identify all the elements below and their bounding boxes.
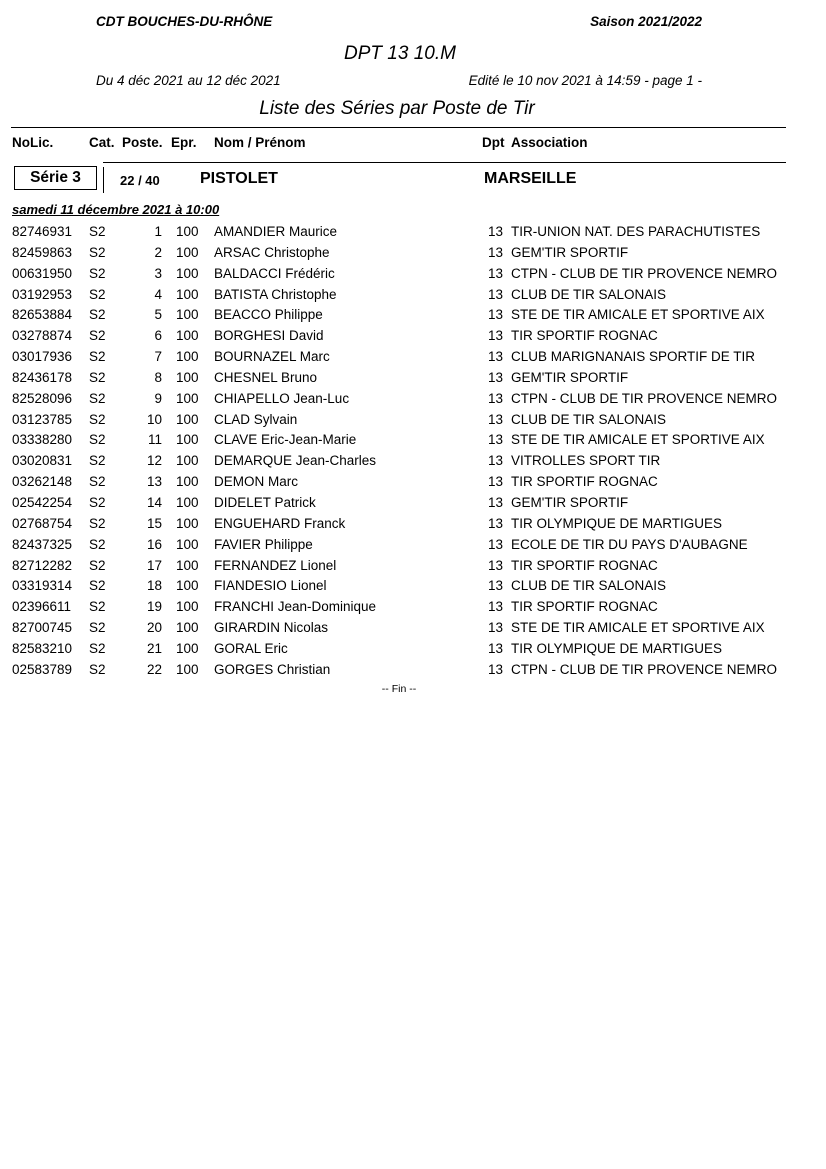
post-number: 5 bbox=[154, 307, 162, 323]
category: S2 bbox=[89, 620, 106, 636]
association-name: CTPN - CLUB DE TIR PROVENCE NEMRO bbox=[511, 661, 778, 677]
serie-separator bbox=[103, 167, 104, 193]
license-number: 00631950 bbox=[12, 265, 73, 281]
category: S2 bbox=[89, 661, 106, 677]
post-number: 21 bbox=[146, 640, 162, 656]
association-name: CLUB DE TIR SALONAIS bbox=[511, 578, 667, 594]
category: S2 bbox=[89, 411, 106, 427]
category: S2 bbox=[89, 557, 106, 573]
shooter-name: DIDELET Patrick bbox=[214, 494, 316, 510]
event-code: 100 bbox=[176, 494, 199, 510]
license-number: 03123785 bbox=[12, 411, 73, 427]
category: S2 bbox=[89, 515, 106, 531]
event-code: 100 bbox=[176, 244, 199, 260]
col-header-cat: Cat. bbox=[89, 135, 115, 150]
license-number: 03262148 bbox=[12, 474, 73, 490]
event-code: 100 bbox=[176, 640, 199, 656]
license-number: 03017936 bbox=[12, 349, 73, 365]
table-row bbox=[0, 430, 826, 451]
table-row bbox=[0, 326, 826, 347]
association-name: CTPN - CLUB DE TIR PROVENCE NEMRO bbox=[511, 265, 778, 281]
session-date: samedi 11 décembre 2021 à 10:00 bbox=[12, 202, 220, 217]
event-code: 100 bbox=[176, 599, 199, 615]
table-row bbox=[0, 472, 826, 493]
shooter-name: CLAD Sylvain bbox=[214, 411, 298, 427]
event-code: 100 bbox=[176, 224, 199, 239]
category: S2 bbox=[89, 224, 106, 239]
shooter-name: BALDACCI Frédéric bbox=[214, 265, 335, 281]
association-name: STE DE TIR AMICALE ET SPORTIVE AIX bbox=[511, 307, 765, 323]
post-number: 22 bbox=[146, 661, 162, 677]
event-code: 100 bbox=[176, 411, 199, 427]
serie-city: MARSEILLE bbox=[484, 170, 577, 187]
association-name: TIR SPORTIF ROGNAC bbox=[511, 328, 658, 344]
shooter-name: BORGHESI David bbox=[214, 328, 324, 344]
table-row bbox=[0, 243, 826, 264]
event-code: 100 bbox=[176, 390, 199, 406]
event-code: 100 bbox=[176, 474, 199, 490]
license-number: 82700745 bbox=[12, 620, 73, 636]
shooter-name: FERNANDEZ Lionel bbox=[214, 557, 337, 573]
table-row bbox=[0, 639, 826, 660]
category: S2 bbox=[89, 244, 106, 260]
shooter-name: GORAL Eric bbox=[214, 640, 288, 656]
association-name: TIR OLYMPIQUE DE MARTIGUES bbox=[511, 515, 723, 531]
table-row bbox=[0, 451, 826, 472]
association-name: ECOLE DE TIR DU PAYS D'AUBAGNE bbox=[511, 536, 748, 552]
department: 13 bbox=[488, 307, 504, 323]
shooter-name: CHIAPELLO Jean-Luc bbox=[214, 390, 350, 406]
license-number: 82459863 bbox=[12, 244, 73, 260]
association-name: TIR SPORTIF ROGNAC bbox=[511, 474, 658, 490]
table-row bbox=[0, 493, 826, 514]
header-divider bbox=[11, 127, 786, 128]
license-number: 03278874 bbox=[12, 328, 73, 344]
license-number: 82653884 bbox=[12, 307, 73, 323]
association-name: STE DE TIR AMICALE ET SPORTIVE AIX bbox=[511, 620, 765, 636]
table-row bbox=[0, 514, 826, 535]
post-number: 2 bbox=[154, 244, 162, 260]
category: S2 bbox=[89, 453, 106, 469]
event-code: 100 bbox=[176, 536, 199, 552]
document-title: DPT 13 10.M bbox=[344, 43, 456, 64]
license-number: 02542254 bbox=[12, 494, 73, 510]
shooter-list bbox=[0, 222, 826, 681]
association-name: TIR SPORTIF ROGNAC bbox=[511, 557, 658, 573]
association-name: TIR-UNION NAT. DES PARACHUTISTES bbox=[511, 224, 761, 239]
category: S2 bbox=[89, 349, 106, 365]
association-name: TIR SPORTIF ROGNAC bbox=[511, 599, 658, 615]
shooter-name: CLAVE Eric-Jean-Marie bbox=[214, 432, 357, 448]
category: S2 bbox=[89, 328, 106, 344]
serie-label: Série 3 bbox=[14, 166, 97, 190]
post-number: 14 bbox=[146, 494, 162, 510]
table-row bbox=[0, 368, 826, 389]
document-subtitle: Liste des Séries par Poste de Tir bbox=[259, 98, 535, 119]
serie-discipline: PISTOLET bbox=[200, 170, 278, 187]
department: 13 bbox=[488, 599, 504, 615]
department: 13 bbox=[488, 474, 504, 490]
post-number: 10 bbox=[146, 411, 162, 427]
license-number: 82437325 bbox=[12, 536, 73, 552]
department: 13 bbox=[488, 620, 504, 636]
category: S2 bbox=[89, 432, 106, 448]
category: S2 bbox=[89, 494, 106, 510]
end-marker: -- Fin -- bbox=[381, 683, 417, 695]
shooter-name: ENGUEHARD Franck bbox=[214, 515, 346, 531]
department: 13 bbox=[488, 494, 504, 510]
col-header-dpt: Dpt bbox=[482, 135, 505, 150]
shooter-name: FRANCHI Jean-Dominique bbox=[214, 599, 377, 615]
event-code: 100 bbox=[176, 432, 199, 448]
shooter-name: ARSAC Christophe bbox=[214, 244, 330, 260]
table-row bbox=[0, 285, 826, 306]
association-name: CLUB DE TIR SALONAIS bbox=[511, 411, 667, 427]
category: S2 bbox=[89, 307, 106, 323]
department: 13 bbox=[488, 390, 504, 406]
table-row bbox=[0, 347, 826, 368]
post-number: 1 bbox=[154, 224, 162, 239]
post-number: 13 bbox=[146, 474, 162, 490]
table-row bbox=[0, 535, 826, 556]
license-number: 82746931 bbox=[12, 224, 73, 239]
col-header-association: Association bbox=[511, 135, 588, 150]
license-number: 02768754 bbox=[12, 515, 73, 531]
date-range: Du 4 déc 2021 au 12 déc 2021 bbox=[96, 73, 281, 88]
event-code: 100 bbox=[176, 515, 199, 531]
col-header-name: Nom / Prénom bbox=[214, 135, 306, 150]
table-row bbox=[0, 222, 826, 243]
event-code: 100 bbox=[176, 265, 199, 281]
post-number: 12 bbox=[146, 453, 162, 469]
table-row bbox=[0, 410, 826, 431]
department: 13 bbox=[488, 349, 504, 365]
category: S2 bbox=[89, 640, 106, 656]
department: 13 bbox=[488, 557, 504, 573]
post-number: 17 bbox=[146, 557, 162, 573]
category: S2 bbox=[89, 390, 106, 406]
shooter-name: FIANDESIO Lionel bbox=[214, 578, 327, 594]
department: 13 bbox=[488, 265, 504, 281]
edited-info: Edité le 10 nov 2021 à 14:59 - page 1 - bbox=[468, 73, 702, 88]
association-name: GEM'TIR SPORTIF bbox=[511, 494, 629, 510]
category: S2 bbox=[89, 536, 106, 552]
department: 13 bbox=[488, 369, 504, 385]
license-number: 02396611 bbox=[12, 599, 72, 615]
event-code: 100 bbox=[176, 661, 199, 677]
post-number: 8 bbox=[154, 369, 162, 385]
category: S2 bbox=[89, 474, 106, 490]
col-header-nolic: NoLic. bbox=[12, 135, 54, 150]
association-name: GEM'TIR SPORTIF bbox=[511, 369, 629, 385]
category: S2 bbox=[89, 369, 106, 385]
department: 13 bbox=[488, 536, 504, 552]
season-label: Saison 2021/2022 bbox=[590, 14, 702, 29]
event-code: 100 bbox=[176, 328, 199, 344]
license-number: 82583210 bbox=[12, 640, 73, 656]
col-header-epr: Epr. bbox=[171, 135, 197, 150]
event-code: 100 bbox=[176, 453, 199, 469]
post-number: 19 bbox=[146, 599, 162, 615]
category: S2 bbox=[89, 286, 106, 302]
event-code: 100 bbox=[176, 578, 199, 594]
license-number: 03319314 bbox=[12, 578, 73, 594]
license-number: 82712282 bbox=[12, 557, 73, 573]
department: 13 bbox=[488, 661, 504, 677]
shooter-name: DEMON Marc bbox=[214, 474, 298, 490]
shooter-name: BEACCO Philippe bbox=[214, 307, 323, 323]
shooter-name: CHESNEL Bruno bbox=[214, 369, 318, 385]
license-number: 03192953 bbox=[12, 286, 73, 302]
table-row bbox=[0, 618, 826, 639]
post-number: 18 bbox=[146, 578, 162, 594]
category: S2 bbox=[89, 599, 106, 615]
table-row bbox=[0, 597, 826, 618]
department: 13 bbox=[488, 640, 504, 656]
association-name: CLUB MARIGNANAIS SPORTIF DE TIR bbox=[511, 349, 756, 365]
post-number: 11 bbox=[147, 432, 162, 448]
association-name: TIR OLYMPIQUE DE MARTIGUES bbox=[511, 640, 723, 656]
post-number: 7 bbox=[154, 349, 162, 365]
post-number: 4 bbox=[154, 286, 162, 302]
post-number: 20 bbox=[146, 620, 162, 636]
association-name: CLUB DE TIR SALONAIS bbox=[511, 286, 667, 302]
shooter-name: GORGES Christian bbox=[214, 661, 331, 677]
shooter-name: GIRARDIN Nicolas bbox=[214, 620, 329, 636]
department: 13 bbox=[488, 328, 504, 344]
post-number: 6 bbox=[154, 328, 162, 344]
post-number: 16 bbox=[146, 536, 162, 552]
association-name: CTPN - CLUB DE TIR PROVENCE NEMRO bbox=[511, 390, 778, 406]
license-number: 82528096 bbox=[12, 390, 73, 406]
department: 13 bbox=[488, 515, 504, 531]
shooter-name: BATISTA Christophe bbox=[214, 286, 337, 302]
association-name: STE DE TIR AMICALE ET SPORTIVE AIX bbox=[511, 432, 765, 448]
category: S2 bbox=[89, 265, 106, 281]
table-row bbox=[0, 305, 826, 326]
department: 13 bbox=[488, 578, 504, 594]
event-code: 100 bbox=[176, 286, 199, 302]
table-row bbox=[0, 389, 826, 410]
department: 13 bbox=[488, 411, 504, 427]
shooter-name: AMANDIER Maurice bbox=[214, 224, 338, 239]
association-name: GEM'TIR SPORTIF bbox=[511, 244, 629, 260]
organization-name: CDT BOUCHES-DU-RHÔNE bbox=[96, 14, 273, 29]
serie-divider bbox=[103, 162, 786, 163]
serie-posts: 22 / 40 bbox=[120, 173, 160, 188]
post-number: 9 bbox=[154, 390, 162, 406]
event-code: 100 bbox=[176, 349, 199, 365]
event-code: 100 bbox=[176, 620, 199, 636]
post-number: 15 bbox=[146, 515, 162, 531]
license-number: 03020831 bbox=[12, 453, 73, 469]
event-code: 100 bbox=[176, 307, 199, 323]
category: S2 bbox=[89, 578, 106, 594]
department: 13 bbox=[488, 432, 504, 448]
shooter-name: FAVIER Philippe bbox=[214, 536, 313, 552]
department: 13 bbox=[488, 286, 504, 302]
event-code: 100 bbox=[176, 369, 199, 385]
shooter-name: BOURNAZEL Marc bbox=[214, 349, 330, 365]
license-number: 02583789 bbox=[12, 661, 73, 677]
license-number: 82436178 bbox=[12, 369, 73, 385]
department: 13 bbox=[488, 224, 504, 239]
table-row bbox=[0, 576, 826, 597]
department: 13 bbox=[488, 244, 504, 260]
post-number: 3 bbox=[154, 265, 162, 281]
event-code: 100 bbox=[176, 557, 199, 573]
table-row bbox=[0, 556, 826, 577]
table-row bbox=[0, 660, 826, 681]
col-header-poste: Poste. bbox=[122, 135, 163, 150]
table-row bbox=[0, 264, 826, 285]
department: 13 bbox=[488, 453, 504, 469]
license-number: 03338280 bbox=[12, 432, 73, 448]
shooter-name: DEMARQUE Jean-Charles bbox=[214, 453, 377, 469]
association-name: VITROLLES SPORT TIR bbox=[511, 453, 661, 469]
